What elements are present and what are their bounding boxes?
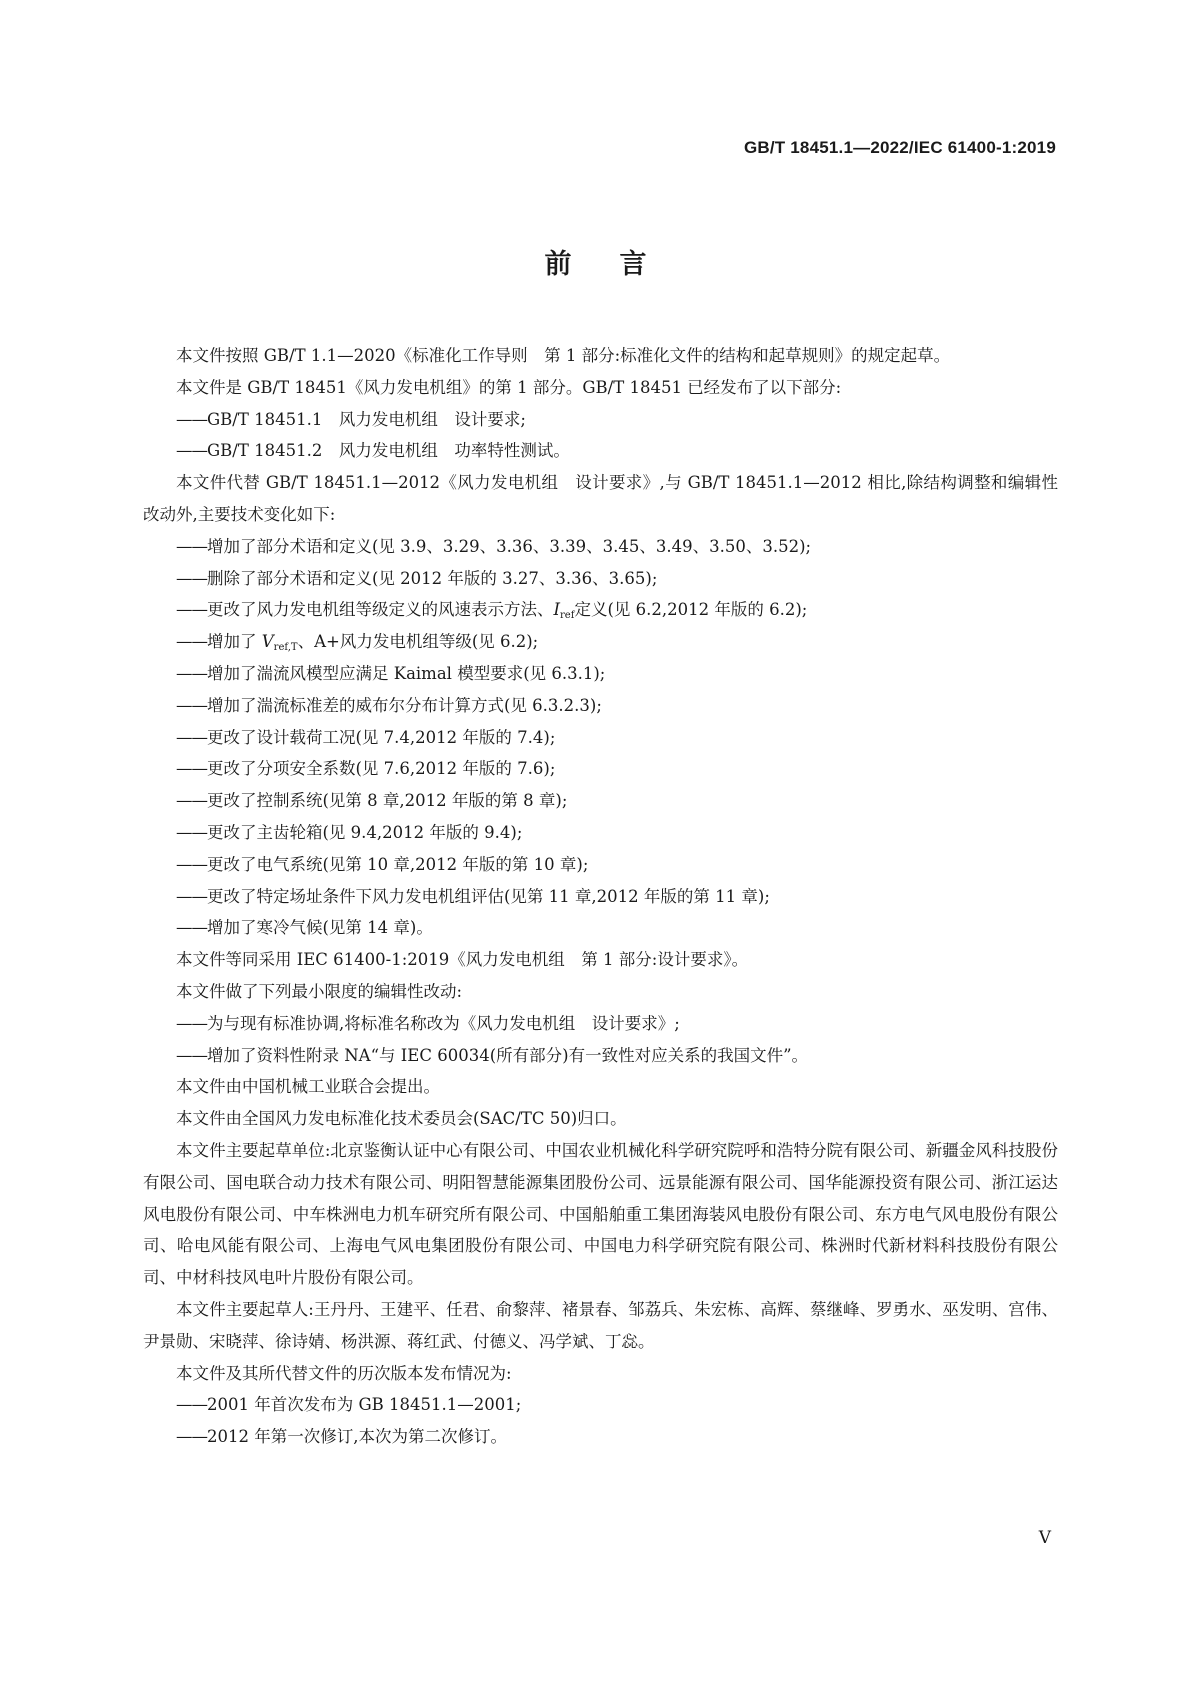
list-item: ——删除了部分术语和定义(见 2012 年版的 3.27、3.36、3.65); <box>176 568 658 588</box>
list-item: ——增加了资料性附录 NA“与 IEC 60034(所有部分)有一致性对应关系的我国文件”。 <box>176 1045 809 1065</box>
list-item: ——更改了设计载荷工况(见 7.4,2012 年版的 7.4); <box>176 727 556 747</box>
paragraph-edit: 本文件做了下列最小限度的编辑性改动: <box>176 981 463 1001</box>
foreword-body <box>143 340 1058 1453</box>
list-item: ——GB/T 18451.2 风力发电机组 功率特性测试。 <box>176 441 570 461</box>
list-item: ——2012 年第一次修订,本次为第二次修订。 <box>176 1427 507 1447</box>
list-item: ——GB/T 18451.1 风力发电机组 设计要求; <box>176 409 526 429</box>
page-number: V <box>1038 1528 1051 1548</box>
list-item: ——为与现有标准协调,将标准名称改为《风力发电机组 设计要求》; <box>176 1013 680 1033</box>
list-item: ——更改了主齿轮箱(见 9.4,2012 年版的 9.4); <box>176 822 523 842</box>
paragraph-proposer: 本文件由中国机械工业联合会提出。 <box>176 1077 440 1097</box>
paragraph-committee: 本文件由全国风力发电标准化技术委员会(SAC/TC 50)归口。 <box>176 1109 627 1129</box>
list-item: ——增加了湍流标准差的威布尔分布计算方式(见 6.3.2.3); <box>176 695 602 715</box>
page-title: 前言 <box>544 249 695 280</box>
paragraph-drafting-units: 本文件主要起草单位:北京鉴衡认证中心有限公司、中国农业机械化科学研究院呼和浩特分院有限公司、新疆金风科技股份有限公司、国电联合动力技术有限公司、明阳智慧能源集团股份公司、远景能源有限公司、国华能源投资有限公司、浙江运达风电股份有限公司、中车株洲电力机车研究所有限公司、中国船舶重工集团海装风电股份有限公司、东方电气风电股份有限公司、哈电风能有限公司、上海电气风电集团股份有限公司、中国电力科学研究院有限公司、株洲时代新材料科技股份有限公司、中材科技风电叶片股份有限公司。 <box>143 1140 1058 1288</box>
paragraph-replace: 本文件代替 GB/T 18451.1—2012《风力发电机组 设计要求》,与 GB/T 18451.1—2012 相比,除结构调整和编辑性改动外,主要技术变化如下: <box>143 473 1058 524</box>
list-item: ——增加了寒冷气候(见第 14 章)。 <box>176 918 433 938</box>
paragraph-identical: 本文件等同采用 IEC 61400-1:2019《风力发电机组 第 1 部分:设计要求》。 <box>176 950 749 970</box>
list-item: ——更改了电气系统(见第 10 章,2012 年版的第 10 章); <box>176 854 589 874</box>
paragraph-history: 本文件及其所代替文件的历次版本发布情况为: <box>176 1363 512 1383</box>
list-item: ——增加了湍流风模型应满足 Kaimal 模型要求(见 6.3.1); <box>176 663 606 683</box>
standard-code: GB/T 18451.1—2022/IEC 61400-1:2019 <box>743 138 1056 157</box>
list-item: ——更改了特定场址条件下风力发电机组评估(见第 11 章,2012 年版的第 11 章); <box>176 886 770 906</box>
paragraph-basis: 本文件按照 GB/T 1.1—2020《标准化工作导则 第 1 部分:标准化文件的结构和起草规则》的规定起草。 <box>176 346 951 365</box>
list-item: ——2001 年首次发布为 GB 18451.1—2001; <box>176 1395 522 1415</box>
paragraph-part: 本文件是 GB/T 18451《风力发电机组》的第 1 部分。GB/T 18451 已经发布了以下部分: <box>176 377 842 397</box>
paragraph-drafters: 本文件主要起草人:王丹丹、王建平、任君、俞黎萍、褚景春、邹荔兵、朱宏栋、高辉、蔡继峰、罗勇水、巫发明、宫伟、尹景勋、宋晓萍、徐诗婧、杨洪源、蒋红武、付德义、冯学斌、丁惢。 <box>143 1299 1058 1351</box>
list-item: ——更改了风力发电机组等级定义的风速表示方法、$I_{ref}$定义(见 6.2,2012 年版的 6.2); <box>176 600 808 622</box>
list-item: ——增加了 $V_{ref,T}$、A+风力发电机组等级(见 6.2); <box>176 632 539 654</box>
list-item: ——更改了控制系统(见第 8 章,2012 年版的第 8 章); <box>176 791 568 811</box>
list-item: ——增加了部分术语和定义(见 3.9、3.29、3.36、3.39、3.45、3.49、3.50、3.52); <box>176 536 812 556</box>
list-item: ——更改了分项安全系数(见 7.6,2012 年版的 7.6); <box>176 759 556 779</box>
